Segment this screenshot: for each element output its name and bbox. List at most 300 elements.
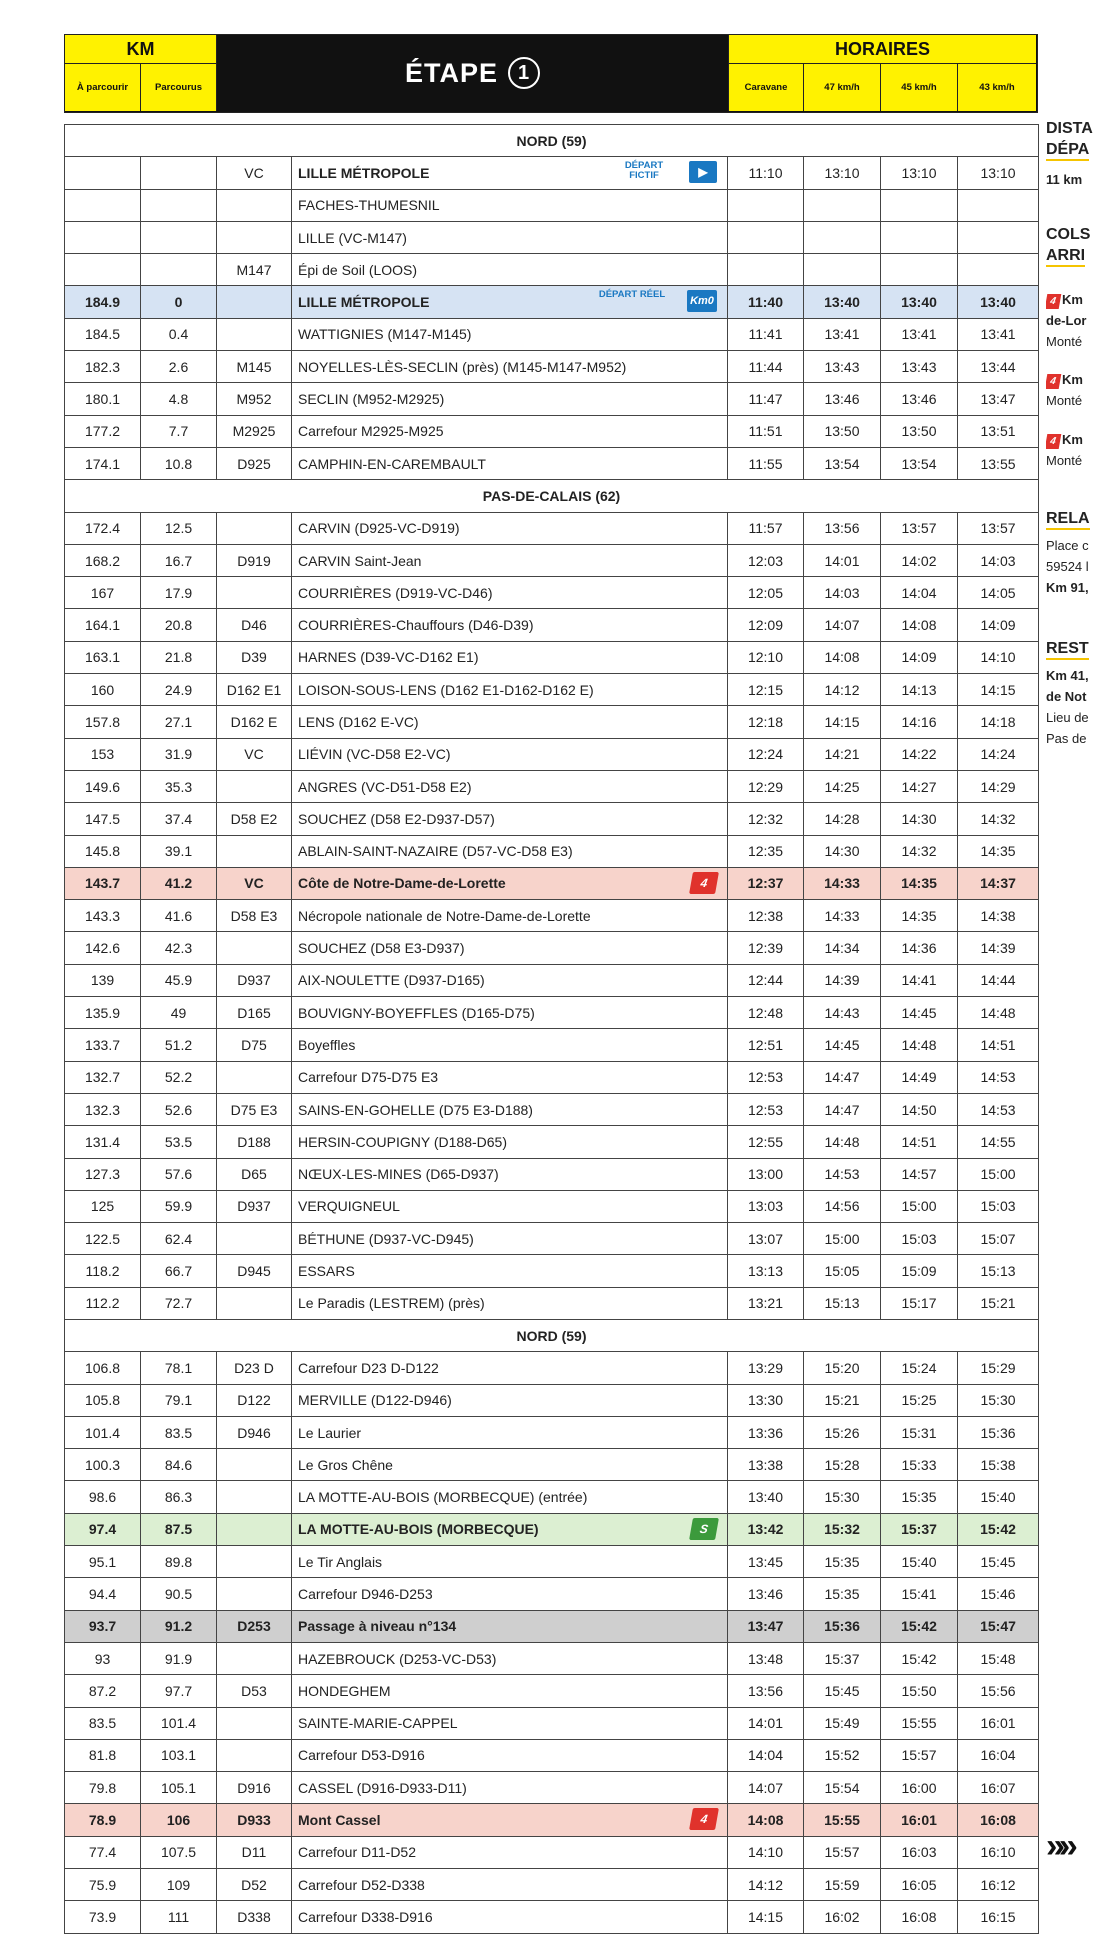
side-heading-cols: COLS [1046, 226, 1091, 243]
place-name-cell: ANGRES (VC-D51-D58 E2) [292, 770, 728, 802]
time-cell-43: 14:38 [958, 900, 1039, 932]
table-row [65, 641, 1039, 673]
table-row [65, 415, 1039, 447]
road-cell: D925 [217, 447, 292, 479]
time-cell-caravan: 13:46 [728, 1578, 804, 1610]
time-cell-47: 14:15 [804, 706, 881, 738]
time-cell-caravan: 12:15 [728, 674, 804, 706]
time-cell-caravan: 14:15 [728, 1901, 804, 1933]
place-name-cell: Nécropole nationale de Notre-Dame-de-Lorette [292, 900, 728, 932]
place-name-cell: Passage à niveau n°134 [292, 1610, 728, 1642]
road-cell [217, 1481, 292, 1513]
stage-schedule-sheet [64, 34, 1038, 1934]
time-cell-47: 13:10 [804, 157, 881, 189]
km-remaining-cell: 135.9 [65, 997, 141, 1029]
place-name-cell: Carrefour D53-D916 [292, 1739, 728, 1771]
time-cell-45: 14:27 [881, 770, 958, 802]
place-name-cell: AIX-NOULETTE (D937-D165) [292, 964, 728, 996]
time-cell-45: 15:42 [881, 1642, 958, 1674]
place-name-cell: HAZEBROUCK (D253-VC-D53) [292, 1642, 728, 1674]
table-row [65, 189, 1039, 221]
side-col-line: 4 Km [1046, 432, 1083, 449]
time-cell-43: 14:24 [958, 738, 1039, 770]
schedule-table [64, 124, 1039, 1934]
time-cell-43: 13:44 [958, 351, 1039, 383]
km-done-cell: 79.1 [141, 1384, 217, 1416]
table-row [65, 577, 1039, 609]
km-done-cell: 107.5 [141, 1836, 217, 1868]
km-done-cell: 27.1 [141, 706, 217, 738]
road-cell: D937 [217, 1190, 292, 1222]
table-row [65, 932, 1039, 964]
km-done-cell: 84.6 [141, 1449, 217, 1481]
table-row [65, 1804, 1039, 1836]
side-heading-depart: DÉPA [1046, 141, 1089, 161]
side-text: 11 km [1046, 172, 1083, 187]
km-remaining-cell: 164.1 [65, 609, 141, 641]
time-col-caravan: Caravane [728, 63, 804, 111]
time-cell-43: 13:40 [958, 286, 1039, 318]
km-done-cell: 53.5 [141, 1126, 217, 1158]
km-remaining-cell: 78.9 [65, 1804, 141, 1836]
time-cell-caravan: 13:07 [728, 1223, 804, 1255]
road-cell: D58 E2 [217, 803, 292, 835]
time-cell-47: 14:08 [804, 641, 881, 673]
road-cell: M2925 [217, 415, 292, 447]
time-cell-43: 14:53 [958, 1061, 1039, 1093]
side-col-line: de-Lor [1046, 313, 1087, 328]
km-remaining-cell [65, 221, 141, 253]
table-row [65, 770, 1039, 802]
time-cell-45: 15:09 [881, 1255, 958, 1287]
time-cell-45 [881, 254, 958, 286]
km-done-cell: 66.7 [141, 1255, 217, 1287]
place-name-cell: LIÉVIN (VC-D58 E2-VC) [292, 738, 728, 770]
time-cell-47: 15:35 [804, 1578, 881, 1610]
place-name-cell: CARVIN (D925-VC-D919) [292, 512, 728, 544]
time-cell-43: 14:35 [958, 835, 1039, 867]
time-cell-45: 14:16 [881, 706, 958, 738]
time-cell-45: 16:03 [881, 1836, 958, 1868]
table-row [65, 221, 1039, 253]
km-done-cell: 83.5 [141, 1416, 217, 1448]
time-cell-47: 14:43 [804, 997, 881, 1029]
km-remaining-cell: 180.1 [65, 383, 141, 415]
road-cell: D122 [217, 1384, 292, 1416]
time-cell-47: 14:12 [804, 674, 881, 706]
time-cell-45: 14:45 [881, 997, 958, 1029]
time-cell-45: 14:48 [881, 1029, 958, 1061]
place-name-cell: CASSEL (D916-D933-D11) [292, 1772, 728, 1804]
time-cell-43 [958, 254, 1039, 286]
table-row [65, 867, 1039, 899]
time-cell-43: 15:42 [958, 1513, 1039, 1545]
road-cell: D946 [217, 1416, 292, 1448]
time-cell-43: 15:56 [958, 1675, 1039, 1707]
km-done-cell: 16.7 [141, 544, 217, 576]
table-row [65, 286, 1039, 318]
km-remaining-cell: 172.4 [65, 512, 141, 544]
time-cell-45: 14:08 [881, 609, 958, 641]
time-cell-45: 15:33 [881, 1449, 958, 1481]
time-cell-47: 15:49 [804, 1707, 881, 1739]
road-cell [217, 1739, 292, 1771]
road-cell [217, 1642, 292, 1674]
km-remaining-cell: 77.4 [65, 1836, 141, 1868]
km-done-cell: 2.6 [141, 351, 217, 383]
time-cell-47: 15:00 [804, 1223, 881, 1255]
time-cell-45: 14:32 [881, 835, 958, 867]
region-label: NORD (59) [65, 125, 1039, 157]
time-cell-caravan: 12:18 [728, 706, 804, 738]
road-cell: M952 [217, 383, 292, 415]
km-remaining-cell: 79.8 [65, 1772, 141, 1804]
time-cell-47: 15:55 [804, 1804, 881, 1836]
km-done-cell: 87.5 [141, 1513, 217, 1545]
km-remaining-cell: 174.1 [65, 447, 141, 479]
time-cell-caravan: 12:37 [728, 867, 804, 899]
side-heading-distance: DISTA [1046, 120, 1093, 137]
km-remaining-cell: 125 [65, 1190, 141, 1222]
time-cell-45: 13:54 [881, 447, 958, 479]
km-remaining-cell: 131.4 [65, 1126, 141, 1158]
time-cell-43: 13:10 [958, 157, 1039, 189]
place-name-cell: Le Paradis (LESTREM) (près) [292, 1287, 728, 1319]
time-cell-caravan: 13:42 [728, 1513, 804, 1545]
side-col-line: 4 Km [1046, 292, 1083, 309]
km-done-cell: 49 [141, 997, 217, 1029]
place-name-cell: NOYELLES-LÈS-SECLIN (près) (M145-M147-M952) [292, 351, 728, 383]
table-row [65, 1223, 1039, 1255]
km-done-cell: 7.7 [141, 415, 217, 447]
km-remaining-cell: 127.3 [65, 1158, 141, 1190]
time-cell-caravan: 13:29 [728, 1352, 804, 1384]
table-row [65, 544, 1039, 576]
time-cell-45: 15:31 [881, 1416, 958, 1448]
table-row [65, 1093, 1039, 1125]
table-row [65, 1642, 1039, 1674]
place-name-cell: FACHES-THUMESNIL [292, 189, 728, 221]
time-cell-47: 13:41 [804, 318, 881, 350]
time-cell-43: 15:40 [958, 1481, 1039, 1513]
km-remaining-cell: 75.9 [65, 1869, 141, 1901]
place-name-cell: LA MOTTE-AU-BOIS (MORBECQUE) S [292, 1513, 728, 1545]
table-row [65, 318, 1039, 350]
km-done-cell: 0 [141, 286, 217, 318]
time-cell-caravan: 12:09 [728, 609, 804, 641]
time-cell-caravan: 11:40 [728, 286, 804, 318]
time-cell-45: 14:36 [881, 932, 958, 964]
time-cell-47: 15:05 [804, 1255, 881, 1287]
time-cell-47: 15:57 [804, 1836, 881, 1868]
time-cell-45: 14:50 [881, 1093, 958, 1125]
time-cell-caravan: 12:38 [728, 900, 804, 932]
next-page-chevron-icon[interactable]: »» [1046, 1827, 1072, 1865]
table-row [65, 964, 1039, 996]
km-done-cell: 109 [141, 1869, 217, 1901]
time-cell-caravan: 12:44 [728, 964, 804, 996]
km-done-cell: 0.4 [141, 318, 217, 350]
climb-category-icon: 4 [689, 1808, 719, 1830]
place-name-cell: Épi de Soil (LOOS) [292, 254, 728, 286]
km-done-cell: 97.7 [141, 1675, 217, 1707]
time-cell-45: 15:42 [881, 1610, 958, 1642]
time-cell-caravan: 12:03 [728, 544, 804, 576]
time-cell-47: 13:46 [804, 383, 881, 415]
time-cell-43: 14:32 [958, 803, 1039, 835]
km-done-cell: 57.6 [141, 1158, 217, 1190]
time-cell-47: 14:30 [804, 835, 881, 867]
table-row [65, 1126, 1039, 1158]
road-cell: D919 [217, 544, 292, 576]
time-cell-45: 13:46 [881, 383, 958, 415]
place-name-cell: CARVIN Saint-Jean [292, 544, 728, 576]
km-remaining-cell: 133.7 [65, 1029, 141, 1061]
table-row [65, 1772, 1039, 1804]
place-name-cell: LILLE MÉTROPOLE DÉPART RÉEL Km0 [292, 286, 728, 318]
table-row [65, 447, 1039, 479]
time-cell-47 [804, 189, 881, 221]
times-header: HORAIRES [728, 35, 1036, 63]
road-cell [217, 1223, 292, 1255]
time-cell-43: 16:08 [958, 1804, 1039, 1836]
time-cell-45: 13:57 [881, 512, 958, 544]
time-cell-45: 15:00 [881, 1190, 958, 1222]
table-row [65, 1610, 1039, 1642]
km-remaining-cell: 145.8 [65, 835, 141, 867]
time-cell-caravan: 14:07 [728, 1772, 804, 1804]
road-cell [217, 835, 292, 867]
km-zero-icon: Km0 [687, 290, 717, 312]
time-cell-caravan: 13:47 [728, 1610, 804, 1642]
time-cell-43: 14:05 [958, 577, 1039, 609]
time-cell-caravan: 12:53 [728, 1061, 804, 1093]
road-cell [217, 318, 292, 350]
km-remaining-cell: 139 [65, 964, 141, 996]
road-cell [217, 1513, 292, 1545]
place-name-cell: LENS (D162 E-VC) [292, 706, 728, 738]
road-cell [217, 221, 292, 253]
time-cell-43: 14:18 [958, 706, 1039, 738]
time-cell-43: 14:48 [958, 997, 1039, 1029]
time-cell-43: 15:00 [958, 1158, 1039, 1190]
sprint-icon: S [689, 1518, 719, 1540]
time-cell-43: 13:57 [958, 512, 1039, 544]
stage-title [217, 35, 728, 111]
km-done-cell: 86.3 [141, 1481, 217, 1513]
time-cell-caravan: 12:48 [728, 997, 804, 1029]
km-remaining-cell: 182.3 [65, 351, 141, 383]
road-cell: D945 [217, 1255, 292, 1287]
km-remaining-cell: 83.5 [65, 1707, 141, 1739]
km-header: KM [65, 35, 217, 63]
time-cell-47: 14:21 [804, 738, 881, 770]
time-cell-45: 16:08 [881, 1901, 958, 1933]
time-cell-45: 15:35 [881, 1481, 958, 1513]
km-remaining-cell: 184.5 [65, 318, 141, 350]
table-row [65, 900, 1039, 932]
road-cell: D933 [217, 1804, 292, 1836]
side-text: 59524 l [1046, 559, 1089, 574]
table-row [65, 512, 1039, 544]
place-name-cell: SOUCHEZ (D58 E3-D937) [292, 932, 728, 964]
time-cell-45: 16:05 [881, 1869, 958, 1901]
km-done-header: Parcourus [141, 63, 217, 111]
km-remaining-cell: 143.7 [65, 867, 141, 899]
km-done-cell: 62.4 [141, 1223, 217, 1255]
km-remaining-cell: 184.9 [65, 286, 141, 318]
time-cell-45: 14:51 [881, 1126, 958, 1158]
time-cell-caravan: 13:36 [728, 1416, 804, 1448]
time-cell-43: 14:39 [958, 932, 1039, 964]
time-cell-45: 15:37 [881, 1513, 958, 1545]
time-cell-caravan: 14:04 [728, 1739, 804, 1771]
climb-category-icon: 4 [689, 872, 719, 894]
time-cell-47: 14:33 [804, 900, 881, 932]
stage-label: ÉTAPE [404, 57, 498, 88]
table-row [65, 1578, 1039, 1610]
km-remaining-header: À parcourir [65, 63, 141, 111]
road-cell: D39 [217, 641, 292, 673]
time-cell-caravan: 11:44 [728, 351, 804, 383]
place-name-cell: MERVILLE (D122-D946) [292, 1384, 728, 1416]
time-cell-43: 14:44 [958, 964, 1039, 996]
time-cell-caravan: 11:57 [728, 512, 804, 544]
km-remaining-cell: 95.1 [65, 1546, 141, 1578]
table-header [64, 34, 1038, 113]
time-cell-caravan: 13:45 [728, 1546, 804, 1578]
time-cell-caravan: 13:03 [728, 1190, 804, 1222]
time-cell-43: 15:47 [958, 1610, 1039, 1642]
km-done-cell [141, 157, 217, 189]
time-cell-43: 15:38 [958, 1449, 1039, 1481]
time-cell-43: 14:09 [958, 609, 1039, 641]
time-cell-caravan: 12:39 [728, 932, 804, 964]
km-remaining-cell [65, 157, 141, 189]
table-row [65, 835, 1039, 867]
time-cell-caravan: 13:48 [728, 1642, 804, 1674]
time-cell-caravan: 12:53 [728, 1093, 804, 1125]
km-remaining-cell: 163.1 [65, 641, 141, 673]
road-cell [217, 1546, 292, 1578]
km-done-cell: 78.1 [141, 1352, 217, 1384]
time-cell-47 [804, 254, 881, 286]
time-cell-caravan [728, 221, 804, 253]
km-remaining-cell: 106.8 [65, 1352, 141, 1384]
time-cell-47: 14:48 [804, 1126, 881, 1158]
km-done-cell [141, 254, 217, 286]
km-remaining-cell [65, 254, 141, 286]
place-name-cell: HONDEGHEM [292, 1675, 728, 1707]
km-remaining-cell: 87.2 [65, 1675, 141, 1707]
km-remaining-cell: 177.2 [65, 415, 141, 447]
table-row [65, 1901, 1039, 1933]
table-row [65, 1061, 1039, 1093]
km-remaining-cell: 97.4 [65, 1513, 141, 1545]
side-text: Lieu de [1046, 710, 1089, 725]
time-cell-43: 14:15 [958, 674, 1039, 706]
time-cell-47: 13:50 [804, 415, 881, 447]
time-cell-45: 14:57 [881, 1158, 958, 1190]
road-cell: D937 [217, 964, 292, 996]
km-remaining-cell: 147.5 [65, 803, 141, 835]
time-cell-47: 15:20 [804, 1352, 881, 1384]
time-cell-caravan [728, 254, 804, 286]
km-done-cell: 105.1 [141, 1772, 217, 1804]
time-cell-45: 13:40 [881, 286, 958, 318]
time-cell-43: 14:51 [958, 1029, 1039, 1061]
region-label: NORD (59) [65, 1319, 1039, 1351]
km-done-cell: 45.9 [141, 964, 217, 996]
road-cell: M147 [217, 254, 292, 286]
km-done-cell: 52.6 [141, 1093, 217, 1125]
place-name-cell: COURRIÈRES (D919-VC-D46) [292, 577, 728, 609]
time-cell-43: 15:48 [958, 1642, 1039, 1674]
time-cell-47: 15:28 [804, 1449, 881, 1481]
table-row [65, 351, 1039, 383]
start-tag: DÉPART FICTIF [624, 160, 664, 182]
time-cell-45: 16:00 [881, 1772, 958, 1804]
time-cell-caravan: 13:00 [728, 1158, 804, 1190]
time-cell-45: 14:30 [881, 803, 958, 835]
km-remaining-cell: 94.4 [65, 1578, 141, 1610]
time-cell-47: 14:47 [804, 1061, 881, 1093]
road-cell: D65 [217, 1158, 292, 1190]
time-cell-45: 15:57 [881, 1739, 958, 1771]
table-row [65, 803, 1039, 835]
place-name-cell: HERSIN-COUPIGNY (D188-D65) [292, 1126, 728, 1158]
place-name-cell: Côte de Notre-Dame-de-Lorette 4 [292, 867, 728, 899]
place-name-cell: LILLE (VC-M147) [292, 221, 728, 253]
table-row [65, 1836, 1039, 1868]
time-cell-caravan: 12:29 [728, 770, 804, 802]
km-done-cell: 39.1 [141, 835, 217, 867]
place-name-cell: HARNES (D39-VC-D162 E1) [292, 641, 728, 673]
km-done-cell [141, 221, 217, 253]
time-cell-43: 14:55 [958, 1126, 1039, 1158]
time-cell-45: 14:49 [881, 1061, 958, 1093]
time-cell-caravan: 14:10 [728, 1836, 804, 1868]
km-remaining-cell: 132.3 [65, 1093, 141, 1125]
km-remaining-cell [65, 189, 141, 221]
place-name-cell: SAINS-EN-GOHELLE (D75 E3-D188) [292, 1093, 728, 1125]
side-heading-arrivee: ARRI [1046, 247, 1085, 267]
side-col-line: Monté [1046, 393, 1083, 408]
place-name-cell: LA MOTTE-AU-BOIS (MORBECQUE) (entrée) [292, 1481, 728, 1513]
side-text: Pas de [1046, 731, 1087, 746]
place-name-cell: Carrefour D52-D338 [292, 1869, 728, 1901]
time-cell-caravan: 12:55 [728, 1126, 804, 1158]
road-cell: D165 [217, 997, 292, 1029]
clipped-side-column [1046, 0, 1100, 1955]
table-row [65, 1287, 1039, 1319]
side-text: de Not [1046, 689, 1087, 704]
time-cell-47: 14:33 [804, 867, 881, 899]
time-cell-47: 15:30 [804, 1481, 881, 1513]
road-cell: M145 [217, 351, 292, 383]
time-cell-43: 13:55 [958, 447, 1039, 479]
table-row [65, 383, 1039, 415]
km-done-cell: 42.3 [141, 932, 217, 964]
time-cell-47: 14:45 [804, 1029, 881, 1061]
road-cell: D23 D [217, 1352, 292, 1384]
time-cell-45: 13:41 [881, 318, 958, 350]
road-cell: D11 [217, 1836, 292, 1868]
time-cell-43: 14:37 [958, 867, 1039, 899]
place-name-cell: Carrefour M2925-M925 [292, 415, 728, 447]
place-name-cell: LILLE MÉTROPOLE DÉPART FICTIF ▶ [292, 157, 728, 189]
place-name-cell: Mont Cassel 4 [292, 1804, 728, 1836]
